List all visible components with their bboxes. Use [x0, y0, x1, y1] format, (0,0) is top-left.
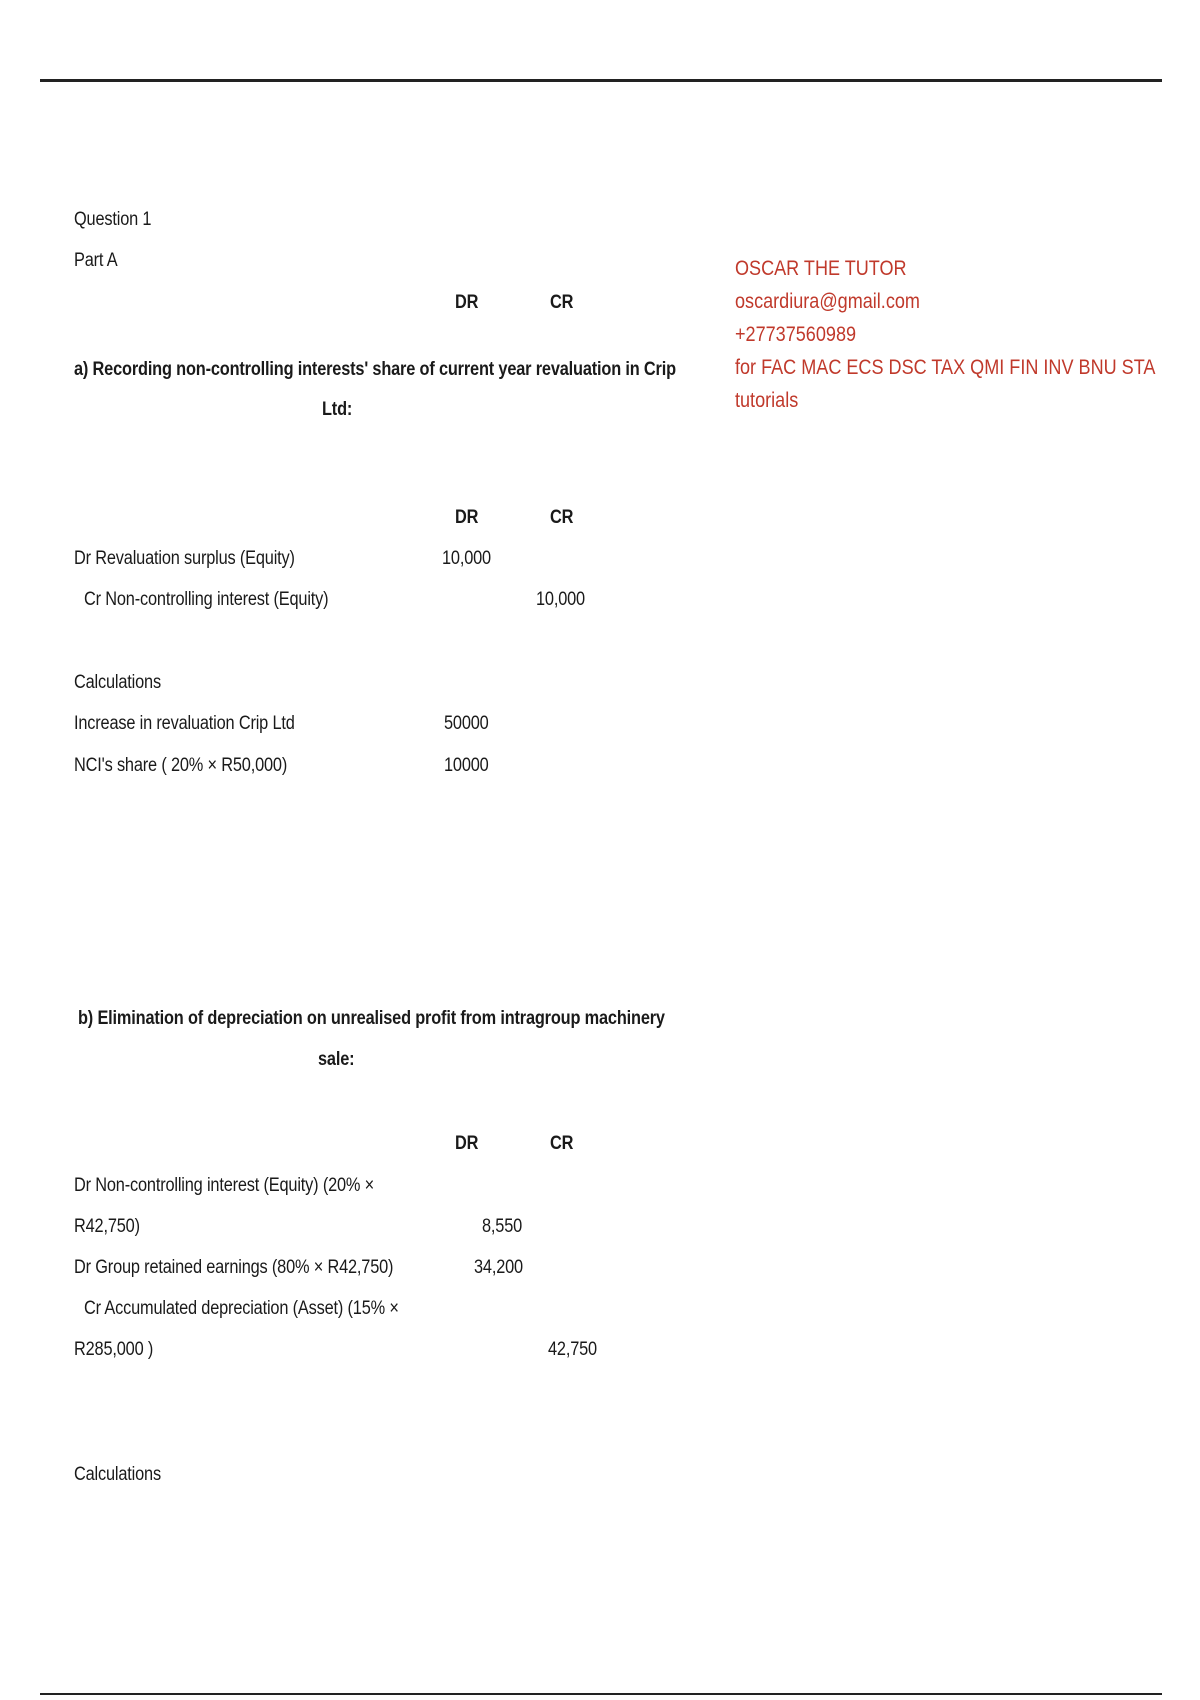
calc-a2-value: 10000 — [444, 755, 489, 776]
section-b-title-line2: sale: — [318, 1049, 355, 1070]
section-b-dr-header: DR — [455, 1133, 479, 1154]
entry-a1-account: Dr Revaluation surplus (Equity) — [74, 548, 295, 569]
entry-b3-account-line2: R285,000 ) — [74, 1339, 154, 1360]
section-a-cr-header: CR — [550, 507, 574, 528]
tutor-contact — [735, 252, 1155, 417]
section-b-calculations-label: Calculations — [74, 1464, 161, 1485]
dr-header: DR — [455, 292, 479, 313]
section-a-title-line1: a) Recording non-controlling interests' share of current year revaluation in Crip — [74, 359, 676, 380]
entry-b1-account-line1: Dr Non-controlling interest (Equity) (20% × — [74, 1175, 375, 1196]
entry-b1-dr: 8,550 — [482, 1216, 523, 1237]
tutor-name: OSCAR THE TUTOR — [735, 257, 907, 280]
entry-b2-dr: 34,200 — [474, 1257, 523, 1278]
calc-a1-label: Increase in revaluation Crip Ltd — [74, 713, 295, 734]
entry-a1-dr: 10,000 — [442, 548, 491, 569]
calc-a2-label: NCI's share ( 20% × R50,000) — [74, 755, 288, 776]
entry-a2-cr: 10,000 — [536, 589, 585, 610]
cr-header: CR — [550, 292, 574, 313]
calc-a1-value: 50000 — [444, 713, 489, 734]
entry-b3-account-line1: Cr Accumulated depreciation (Asset) (15% × — [84, 1298, 399, 1319]
question-label: Question 1 — [74, 209, 152, 230]
section-b-cr-header: CR — [550, 1133, 574, 1154]
tutor-phone: +27737560989 — [735, 323, 857, 346]
tutor-email: oscardiura@gmail.com — [735, 290, 920, 313]
part-label: Part A — [74, 250, 118, 271]
bottom-rule — [40, 1693, 1162, 1695]
section-b-title-line1: b) Elimination of depreciation on unrealised profit from intragroup machinery — [78, 1008, 665, 1029]
section-a-title-line2: Ltd: — [322, 399, 353, 420]
entry-b1-account-line2: R42,750) — [74, 1216, 140, 1237]
section-a-dr-header: DR — [455, 507, 479, 528]
tutor-subjects: for FAC MAC ECS DSC TAX QMI FIN INV BNU STA — [735, 356, 1156, 379]
entry-b3-cr: 42,750 — [548, 1339, 597, 1360]
top-rule — [40, 79, 1162, 82]
section-a-calculations-label: Calculations — [74, 672, 161, 693]
entry-a2-account: Cr Non-controlling interest (Equity) — [84, 589, 329, 610]
tutor-tail: tutorials — [735, 389, 799, 412]
entry-b2-account: Dr Group retained earnings (80% × R42,750) — [74, 1257, 394, 1278]
